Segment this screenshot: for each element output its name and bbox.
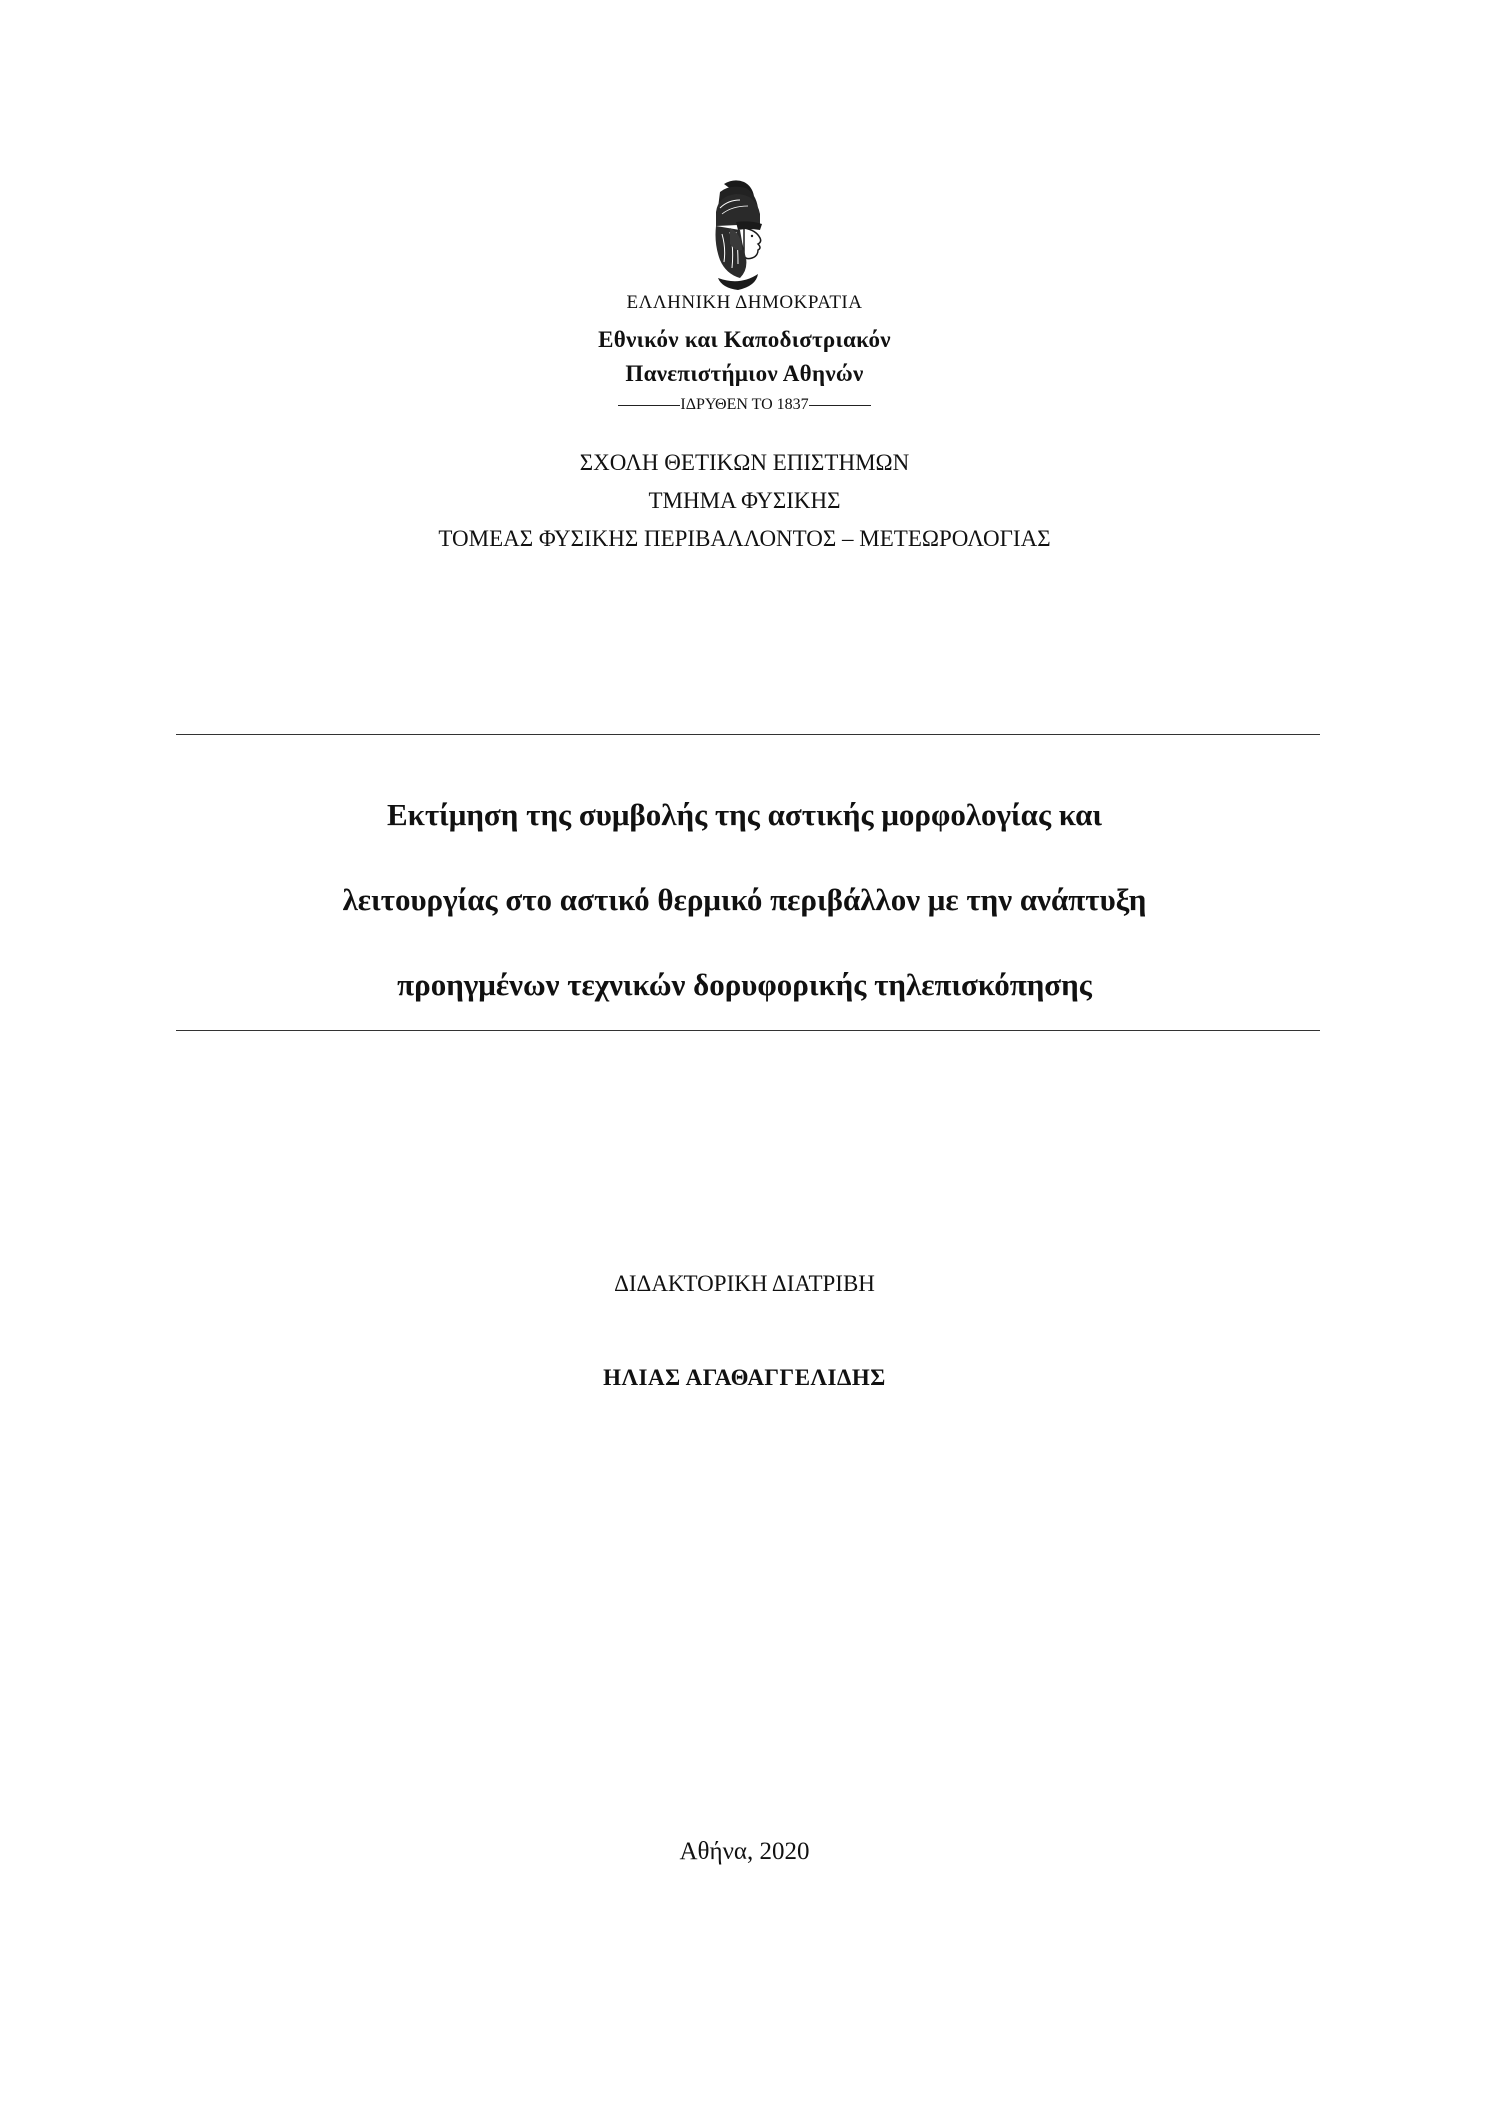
athena-emblem-icon: [700, 178, 776, 290]
founded-label: ΙΔΡΥΘΕΝ ΤΟ 1837: [680, 396, 809, 413]
founded-rule-left: [618, 405, 680, 406]
thesis-type: ΔΙΔΑΚΤΟΡΙΚΗ ΔΙΑΤΡΙΒΗ: [614, 1271, 875, 1296]
department-name: ΤΜΗΜΑ ΦΥΣΙΚΗΣ: [648, 488, 841, 513]
republic-label: ΕΛΛΗΝΙΚΗ ΔΗΜΟΚΡΑΤΙΑ: [626, 292, 863, 313]
university-name-line2: Πανεπιστήμιον Αθηνών: [625, 361, 864, 386]
title-line3: προηγμένων τεχνικών δορυφορικής τηλεπισκόπησης: [397, 967, 1092, 1002]
title-line2: λειτουργίας στο αστικό θερμικό περιβάλλον με την ανάπτυξη: [342, 882, 1147, 917]
section-name: ΤΟΜΕΑΣ ΦΥΣΙΚΗΣ ΠΕΡΙΒΑΛΛΟΝΤΟΣ – ΜΕΤΕΩΡΟΛΟΓΙΑΣ: [438, 526, 1051, 551]
affiliation-block: [0, 444, 1489, 558]
place-date: Αθήνα, 2020: [679, 1838, 810, 1865]
title-line1: Εκτίμηση της συμβολής της αστικής μορφολογίας και: [386, 797, 1103, 832]
title-rule-bottom: [176, 1030, 1320, 1031]
founded-rule-right: [809, 405, 871, 406]
thesis-title: [0, 772, 1489, 1027]
author-name: ΗΛΙΑΣ ΑΓΑΘΑΓΓΕΛΙΔΗΣ: [603, 1365, 886, 1390]
university-name: [0, 323, 1489, 391]
title-rule-top: [176, 734, 1320, 735]
founded-line: [0, 396, 1489, 414]
university-name-line1: Εθνικόν και Καποδιστριακόν: [598, 327, 891, 352]
school-name: ΣΧΟΛΗ ΘΕΤΙΚΩΝ ΕΠΙΣΤΗΜΩΝ: [579, 450, 910, 475]
